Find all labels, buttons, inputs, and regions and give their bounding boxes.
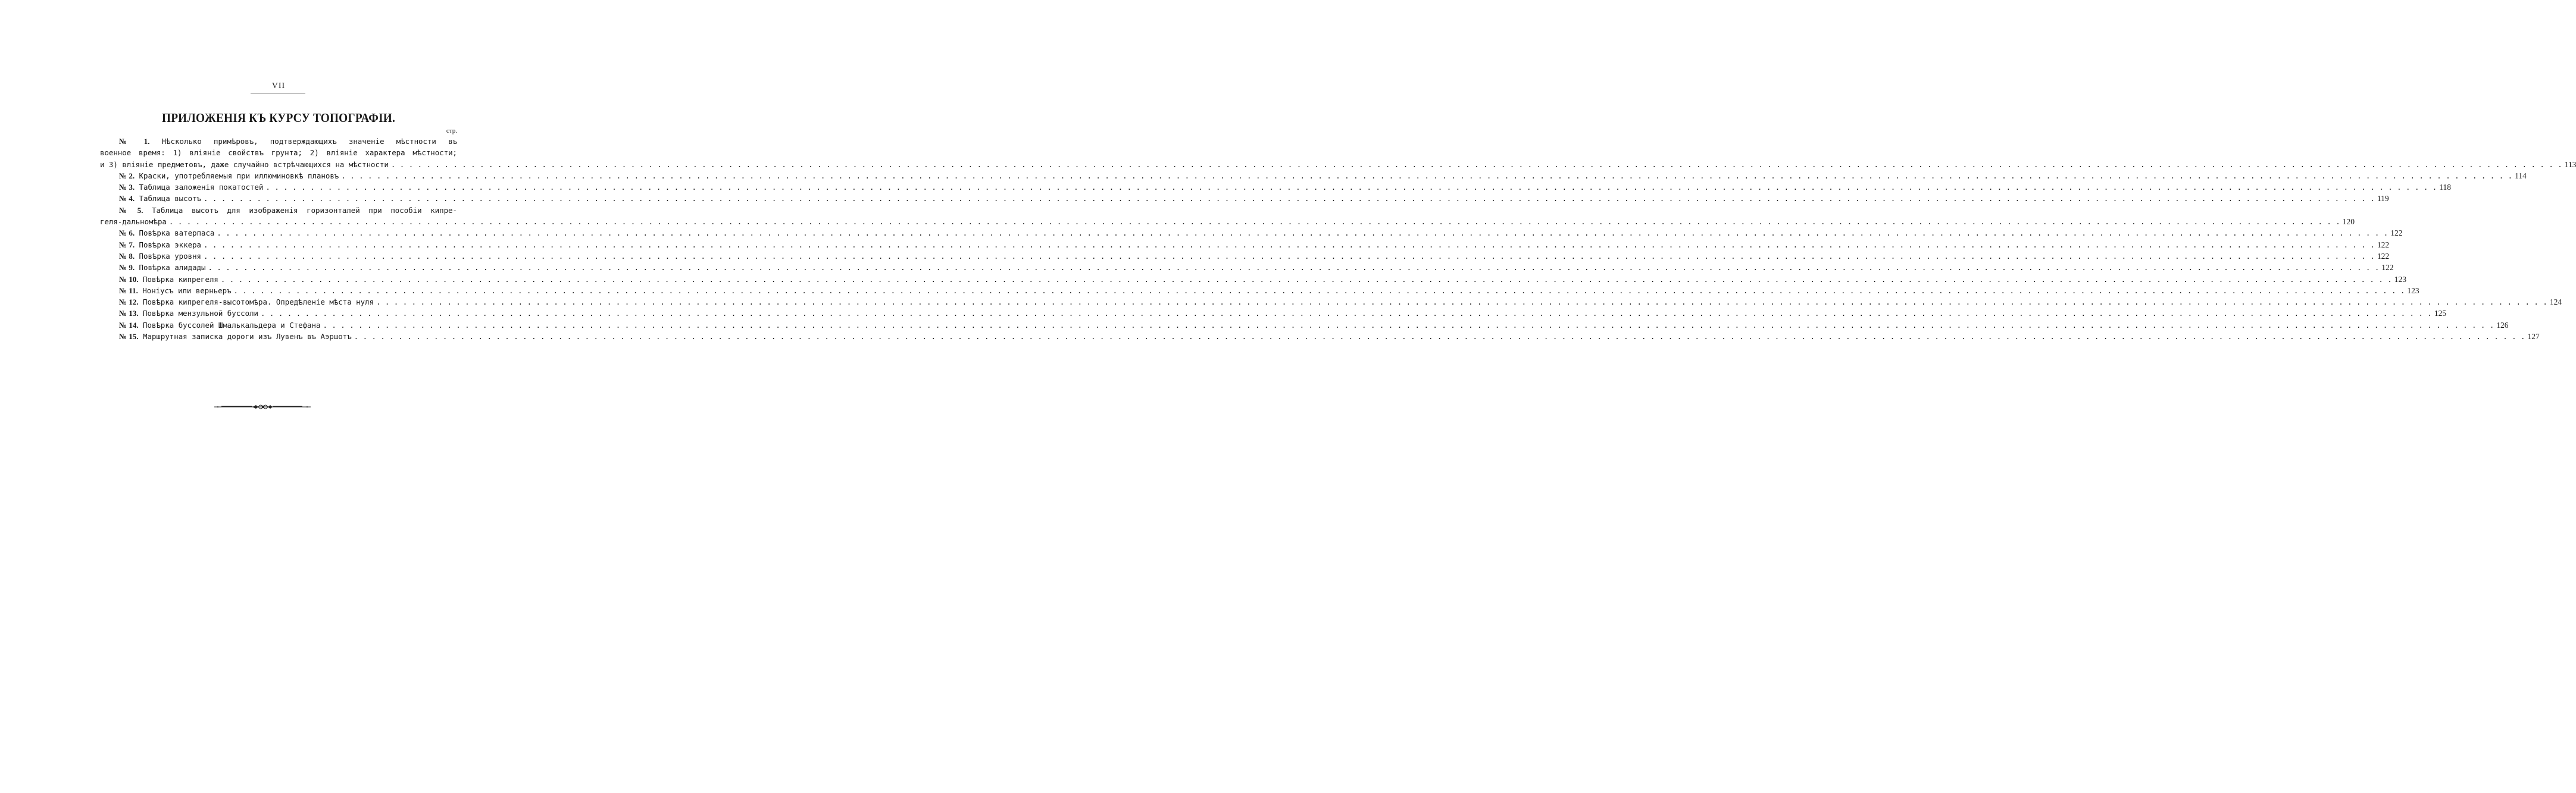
entry-title: Повѣрка ватерпаса xyxy=(139,228,215,238)
ornament-divider xyxy=(213,403,312,411)
entry-page-number: 123 xyxy=(2407,286,2419,295)
entry-number: № 11. xyxy=(119,286,138,295)
entry-page-number: 122 xyxy=(2377,251,2390,261)
entry-number: № 3. xyxy=(119,183,135,192)
entry-page-number: 125 xyxy=(2434,309,2447,318)
page-number: VII xyxy=(271,82,286,90)
entry-number: № 15. xyxy=(119,332,139,341)
entry-text-line: Таблица высотъ для изображенія горизонталей при пособіи кипре- xyxy=(152,205,457,215)
toc-entry xyxy=(100,296,2562,308)
toc-entry xyxy=(100,274,2406,285)
dot-leader xyxy=(201,193,2375,204)
entry-number: № 12. xyxy=(119,297,139,307)
dot-leader xyxy=(232,285,2405,296)
entry-text-line: военное время: 1) вліяніе свойствъ грунта; 2) вліяніе характера мѣстности; xyxy=(100,148,457,158)
entry-number: № 9. xyxy=(119,263,135,272)
entry-page-number: 124 xyxy=(2549,297,2562,307)
entry-title: Таблица высотъ xyxy=(139,194,201,203)
dot-leader xyxy=(214,227,2388,239)
entry-page-number: 119 xyxy=(2377,194,2389,203)
entry-title: Повѣрка буссолей Шмалькальдера и Стефана xyxy=(143,320,321,330)
entry-title: геля-дальномѣра xyxy=(100,217,167,227)
entry-page-number: 113 xyxy=(2564,159,2576,169)
entry-title: Повѣрка эккера xyxy=(139,240,201,249)
entry-page-number: 114 xyxy=(2515,171,2527,180)
toc-entry xyxy=(100,285,2419,296)
toc-entry xyxy=(100,181,2452,193)
entry-number: № 1. xyxy=(119,137,150,146)
entry-text-line: Нѣсколько примѣровъ, подтверждающихъ значеніе мѣстности въ xyxy=(161,137,457,146)
entry-page-number: 127 xyxy=(2527,332,2540,341)
entry-number: № 6. xyxy=(119,228,135,238)
entry-page-number: 120 xyxy=(2342,217,2355,227)
toc-entry xyxy=(100,308,2447,319)
entry-number: № 5. xyxy=(119,205,143,215)
toc-entry xyxy=(100,331,2540,342)
entry-number: № 10. xyxy=(119,274,139,284)
toc-entry xyxy=(100,250,2390,262)
dot-leader xyxy=(167,216,2340,227)
entry-page-number: 122 xyxy=(2377,240,2390,249)
toc-entry xyxy=(100,239,2390,250)
dot-leader xyxy=(201,239,2375,250)
entry-title: Маршрутная записка дороги изъ Лувенъ въ Аэршотъ xyxy=(143,332,352,341)
toc-entry xyxy=(100,205,2355,228)
toc-entry xyxy=(100,262,2394,273)
dot-leader xyxy=(218,274,2392,285)
dot-leader xyxy=(263,181,2437,193)
dot-leader xyxy=(389,159,2562,170)
toc-entry xyxy=(100,319,2509,331)
dot-leader xyxy=(320,319,2494,331)
dot-leader xyxy=(352,331,2525,342)
entry-title: Повѣрка мензульной буссоли xyxy=(143,309,259,318)
toc-entry xyxy=(100,136,2576,170)
entry-page-number: 118 xyxy=(2439,183,2452,192)
table-of-contents xyxy=(100,136,2576,342)
dot-leader xyxy=(201,250,2375,262)
entry-number: № 14. xyxy=(119,320,139,330)
page-column-label: стр. xyxy=(446,127,457,134)
dot-leader xyxy=(374,296,2547,308)
entry-title: Краски, употребляемыя при иллюминовкѣ плановъ xyxy=(139,171,339,180)
toc-entry xyxy=(100,227,2403,239)
toc-entry xyxy=(100,193,2389,204)
entry-number: № 13. xyxy=(119,309,139,318)
entry-title: и 3) вліяніе предметовъ, даже случайно встрѣчающихся на мѣстности xyxy=(100,159,389,169)
entry-title: Таблица заложенія покатостей xyxy=(139,183,264,192)
dot-leader xyxy=(339,170,2512,181)
entry-title: Повѣрка кипрегеля-высотомѣра. Опредѣленіе мѣста нуля xyxy=(143,297,374,307)
entry-number: № 8. xyxy=(119,251,135,261)
page-title: ПРИЛОЖЕНІЯ КЪ КУРСУ ТОПОГРАФІИ. xyxy=(161,111,396,125)
dot-leader xyxy=(205,262,2379,273)
entry-title: Повѣрка уровня xyxy=(139,251,201,261)
entry-title: Ноніусъ или верньеръ xyxy=(142,286,232,295)
entry-page-number: 126 xyxy=(2496,320,2509,330)
entry-number: № 7. xyxy=(119,240,135,249)
dot-leader xyxy=(258,308,2432,319)
entry-title: Повѣрка алидады xyxy=(139,263,206,272)
entry-number: № 4. xyxy=(119,194,135,203)
entry-title: Повѣрка кипрегеля xyxy=(143,274,218,284)
entry-page-number: 122 xyxy=(2390,228,2403,238)
entry-number: № 2. xyxy=(119,171,135,180)
toc-entry xyxy=(100,170,2527,181)
entry-page-number: 123 xyxy=(2394,274,2406,284)
entry-page-number: 122 xyxy=(2381,263,2394,272)
